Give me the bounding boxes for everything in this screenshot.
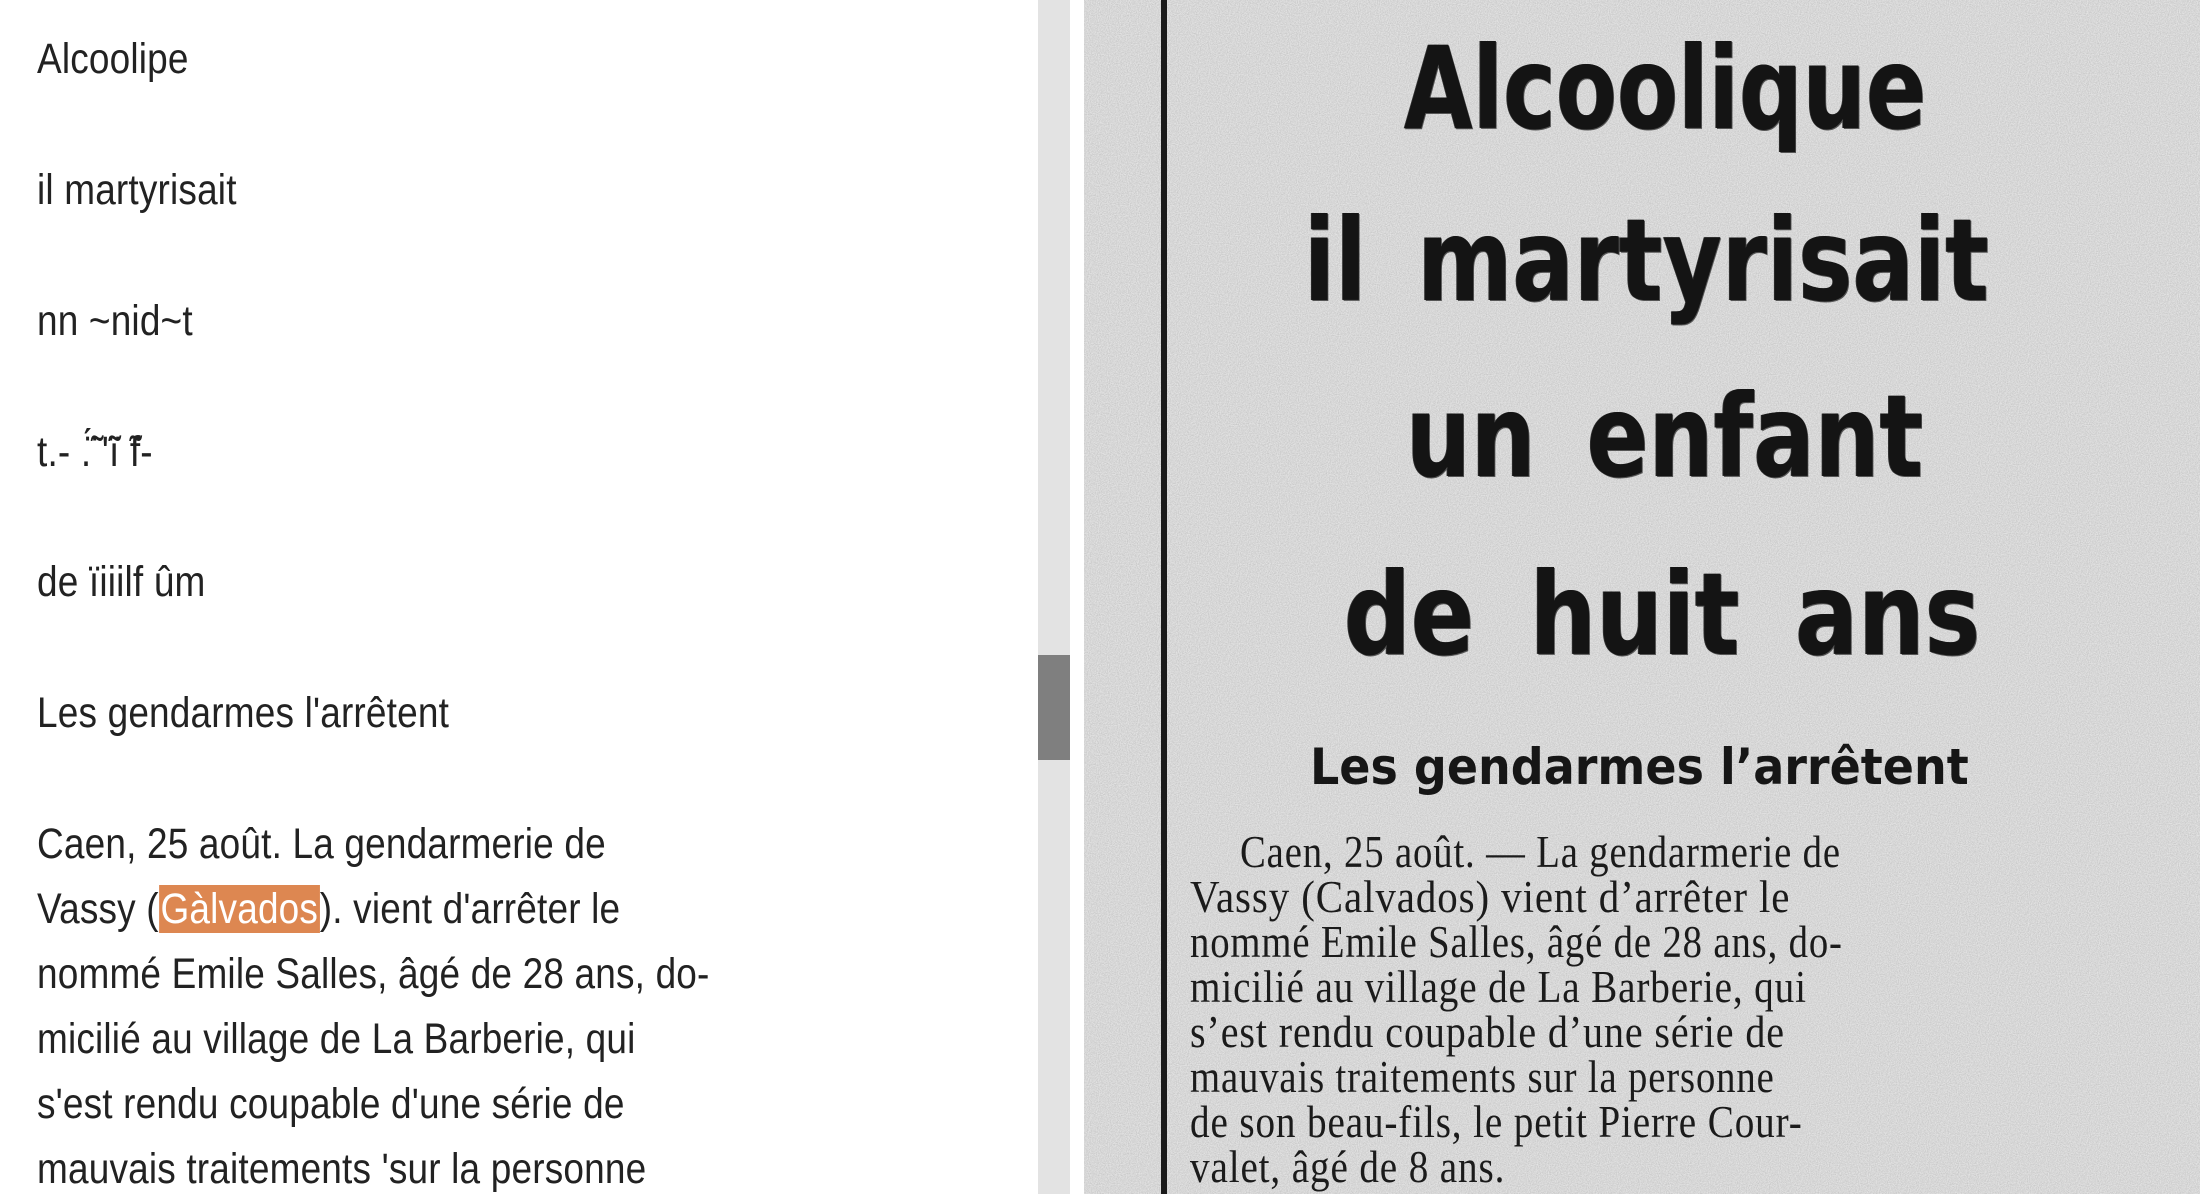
ocr-line-6: Les gendarmes l'arrêtent — [37, 689, 450, 737]
ocr-body-line: Caen, 25 août. La gendarmerie de — [37, 820, 606, 868]
search-highlight[interactable]: Gàlvados — [160, 885, 319, 933]
ocr-body-line: nommé Emile Salles, âgé de 28 ans, do- — [37, 950, 710, 998]
scan-body-line: Caen, 25 août. — La gendarmerie de — [1240, 827, 1841, 877]
scan-body-line: s’est rendu coupable d’une série de — [1190, 1007, 1785, 1057]
ocr-line-4: t.- .̃̈́ '̃ï ̃f- — [37, 428, 153, 476]
ocr-line-1: Alcoolipe — [37, 35, 189, 83]
ocr-body-line: micilié au village de La Barberie, qui — [37, 1015, 636, 1063]
pane-divider — [1070, 0, 1084, 1194]
scan-body-line: nommé Emile Salles, âgé de 28 ans, do- — [1190, 917, 1843, 967]
scan-body-line: de son beau-fils, le petit Pierre Cour- — [1190, 1097, 1803, 1147]
scrollbar-track[interactable] — [1038, 0, 1070, 1194]
scan-headline-line-2: il martyrisait — [1304, 194, 1989, 327]
ocr-text-pane[interactable] — [0, 0, 1038, 1194]
ocr-line-2: il martyrisait — [37, 166, 237, 214]
ocr-line-5: de ïiiilf ûm — [37, 558, 206, 606]
scan-body-line: valet, âgé de 8 ans. — [1190, 1142, 1506, 1192]
ocr-body-line: Vassy (Gàlvados). vient d'arrêter le — [37, 885, 621, 933]
scan-headline-line-1: Alcoolique — [1404, 22, 1927, 155]
ocr-line-3: nn ~nid~t — [37, 297, 193, 345]
scan-subheadline: Les gendarmes l’arrêtent — [1310, 738, 1969, 796]
ocr-body-line: mauvais traitements 'sur la personne — [37, 1145, 647, 1193]
scanned-page-image[interactable] — [1084, 0, 2200, 1194]
scan-headline-line-4: de huit ans — [1344, 548, 1981, 681]
column-rule — [1161, 0, 1167, 1194]
scrollbar-thumb[interactable] — [1038, 655, 1070, 760]
scan-body-line: mauvais traitements sur la personne — [1190, 1052, 1775, 1102]
scan-body-line: Vassy (Calvados) vient d’arrêter le — [1190, 872, 1791, 922]
ocr-body-line: s'est rendu coupable d'une série de — [37, 1080, 625, 1128]
scan-headline-line-3: un enfant — [1406, 370, 1924, 503]
scan-body-line: micilié au village de La Barberie, qui — [1190, 962, 1807, 1012]
